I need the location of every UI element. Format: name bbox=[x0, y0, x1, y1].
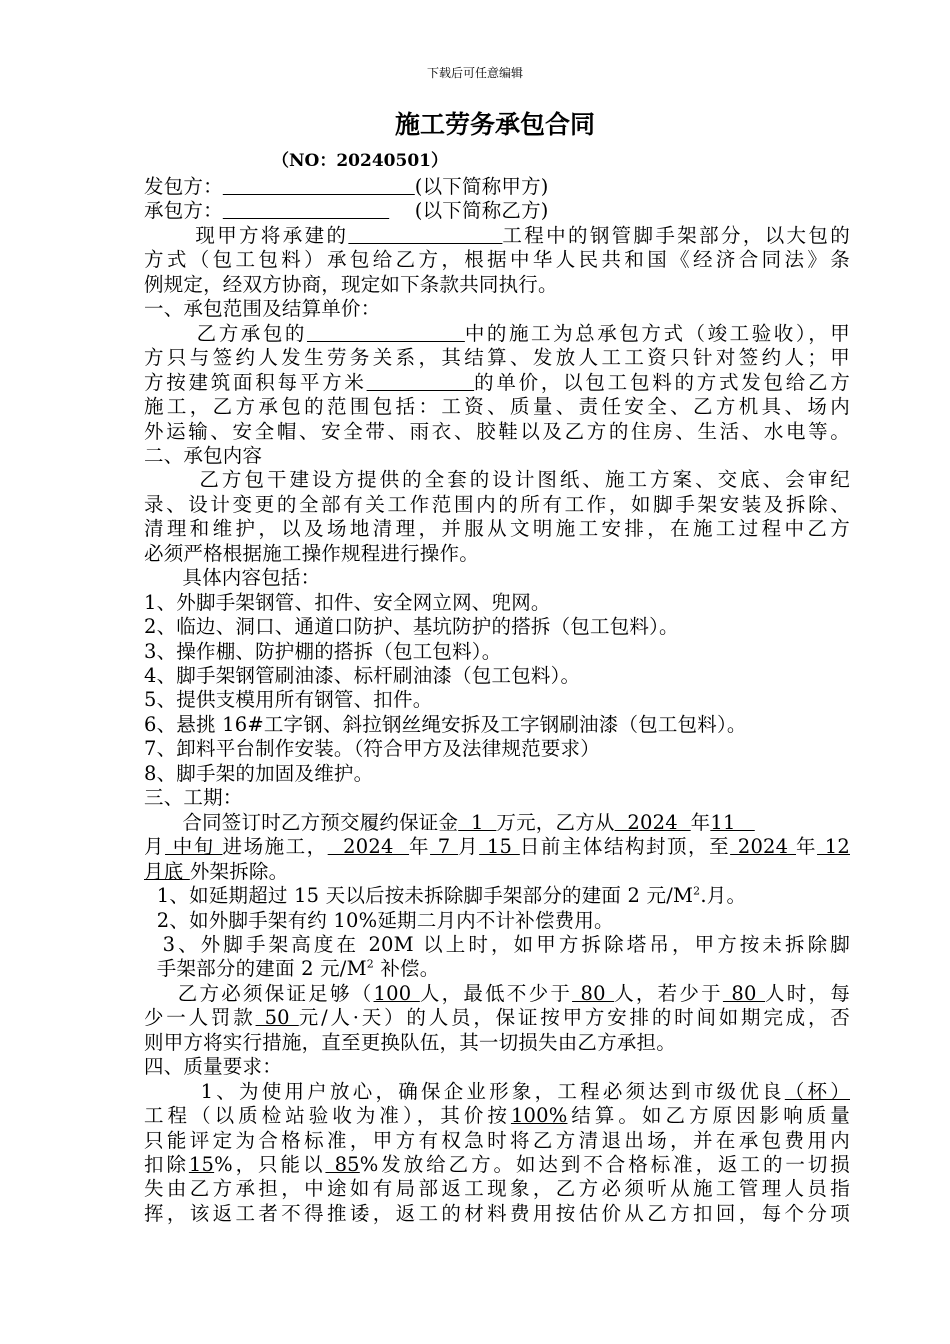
contract-line: 1、为使用户放心，确保企业形象，工程必须达到市级优良（杯） bbox=[144, 1079, 850, 1103]
contract-line: 月 中旬 进场施工， 2024 年 7 月 15 日前主体结构封顶，至 2024 年 12 bbox=[144, 835, 850, 859]
contract-line: 三、工期： bbox=[144, 786, 243, 810]
contract-line: 方只与签约人发生劳务关系，其结算、发放人工工资只针对签约人；甲 bbox=[144, 346, 850, 370]
contract-line: 必须严格根据施工操作规程进行操作。 bbox=[144, 541, 479, 565]
contract-line: 8、脚手架的加固及维护。 bbox=[144, 761, 374, 785]
contract-line: 外运输、安全帽、安全带、雨衣、胶鞋以及乙方的住房、生活、水电等。 bbox=[144, 419, 850, 443]
contract-line: 乙方必须保证足够（100 人，最低不少于 80 人，若少于 80 人时，每 bbox=[144, 981, 850, 1005]
contract-line: 扣除15%，只能以 85%发放给乙方。如达到不合格标准，返工的一切损 bbox=[144, 1153, 850, 1176]
contract-line: 7、卸料平台制作安装。（符合甲方及法律规范要求） bbox=[144, 737, 600, 761]
contract-line: 挥，该返工者不得推诿，返工的材料费用按估价从乙方扣回，每个分项 bbox=[144, 1201, 850, 1225]
page-header-note: 下载后可任意编辑 bbox=[426, 66, 523, 80]
contract-line: 工程（以质检站验收为准），其价按100%结算。如乙方原因影响质量 bbox=[144, 1104, 850, 1128]
contract-line: 少一人罚款 50 元/人·天）的人员，保证按甲方安排的时间如期完成，否 bbox=[144, 1006, 850, 1030]
contract-line: 3、外脚手架高度在 20M 以上时，如甲方拆除塔吊，甲方按未拆除脚 bbox=[144, 932, 850, 956]
contract-line: 具体内容包括： bbox=[144, 566, 321, 590]
contract-line: 清理和维护，以及场地清理，并服从文明施工安排，在施工过程中乙方 bbox=[144, 517, 850, 541]
contract-line: 乙方承包的 中的施工为总承包方式（竣工验收），甲 bbox=[144, 321, 850, 345]
contract-line: 3、操作棚、防护棚的搭拆（包工包料）。 bbox=[144, 639, 502, 663]
contract-line: 承包方： (以下简称乙方) bbox=[144, 199, 549, 223]
contract-line: 则甲方将实行措施，直至更换队伍，其一切损失由乙方承担。 bbox=[144, 1030, 676, 1054]
contract-line: 失由乙方承担，中途如有局部返工现象，乙方必须听从施工管理人员指 bbox=[144, 1177, 850, 1201]
contract-line: 1、如延期超过 15 天以后按未拆除脚手架部分的建面 2 元$/M^2$.月。 bbox=[144, 884, 747, 908]
contract-line: 方式（包工包料）承包给乙方，根据中华人民共和国《经济合同法》条 bbox=[144, 248, 850, 272]
contract-title: 施工劳务承包合同 bbox=[394, 110, 595, 139]
contract-line: 四、质量要求： bbox=[144, 1055, 282, 1079]
contract-line: 只能评定为合格标准，甲方有权急时将乙方清退出场，并在承包费用内 bbox=[144, 1128, 850, 1152]
contract-line: 录、设计变更的全部有关工作范围内的所有工作，如脚手架安装及拆除、 bbox=[144, 492, 850, 516]
contract-line: 月底 外架拆除。 bbox=[144, 859, 289, 883]
contract-line: 二、承包内容 bbox=[144, 443, 263, 467]
contract-line: 施工，乙方承包的范围包括：工资、质量、责任安全、乙方机具、场内 bbox=[144, 395, 850, 419]
contract-line: 乙方包干建设方提供的全套的设计图纸、施工方案、交底、会审纪 bbox=[144, 468, 850, 492]
contract-line: 现甲方将承建的 工程中的钢管脚手架部分，以大包的 bbox=[144, 223, 850, 247]
contract-line: 1、外脚手架钢管、扣件、安全网立网、兜网。 bbox=[144, 590, 551, 614]
contract-line: 发包方： (以下简称甲方) bbox=[144, 175, 549, 198]
contract-line: 例规定，经双方协商，现定如下条款共同执行。 bbox=[144, 272, 558, 296]
contract-line: 2、临边、洞口、通道口防护、基坑防护的搭拆（包工包料）。 bbox=[144, 615, 679, 639]
contract-line: 2、如外脚手架有约 10%延期二月内不计补偿费用。 bbox=[144, 908, 614, 932]
contract-line: 合同签订时乙方预交履约保证金 1 万元，乙方从 2024 年11 bbox=[144, 810, 755, 834]
contract-number: （NO：20240501） bbox=[272, 151, 448, 171]
contract-line: 4、脚手架钢管刷油漆、标杆刷油漆（包工包料）。 bbox=[144, 664, 581, 687]
contract-line: 方按建筑面积每平方米 的单价，以包工包料的方式发包给乙方 bbox=[144, 370, 850, 394]
contract-line: 6、悬挑 16#工字钢、斜拉钢丝绳安拆及工字钢刷油漆（包工包料）。 bbox=[144, 712, 747, 736]
contract-line: 一、承包范围及结算单价： bbox=[144, 297, 381, 321]
contract-line: 5、提供支模用所有钢管、扣件。 bbox=[144, 688, 433, 712]
contract-line: 手架部分的建面 2 元$/M^2$ 补偿。 bbox=[144, 957, 440, 981]
